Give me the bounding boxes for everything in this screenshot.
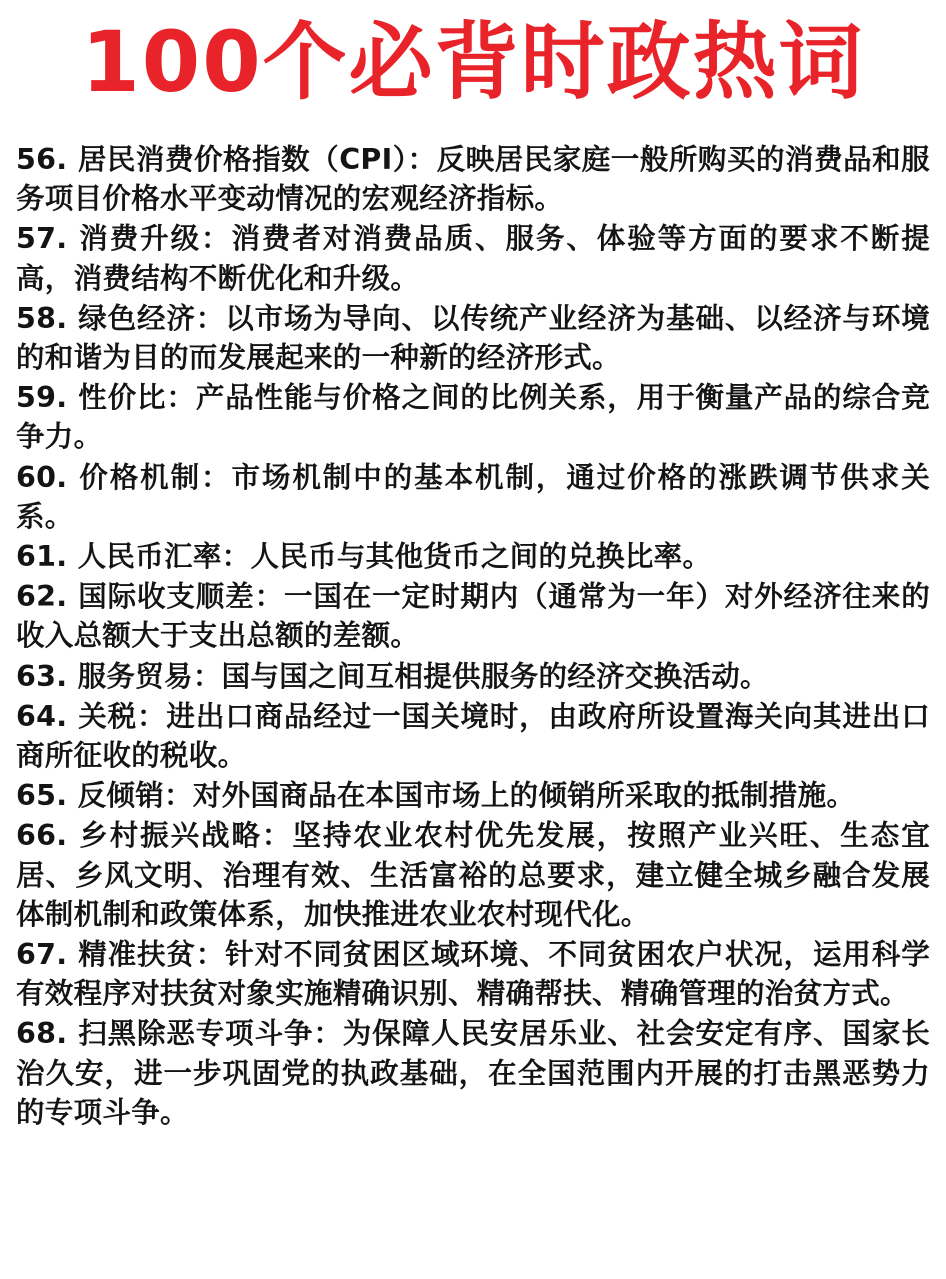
term-entry-57 <box>16 219 930 297</box>
entry-number: 62. <box>16 580 68 614</box>
term-entry-64 <box>16 697 930 775</box>
entry-number: 68. <box>16 1017 68 1051</box>
entry-term: 扫黑除恶专项斗争 <box>78 1017 314 1051</box>
entry-definition: 产品性能与价格之间的比例关系，用于衡量产品的综合竞争力。 <box>16 381 930 454</box>
page-title: 100个必背时政热词 <box>81 13 865 111</box>
entry-separator: ： <box>195 301 226 335</box>
entry-number: 64. <box>16 699 68 733</box>
term-entry-61 <box>16 537 930 576</box>
entry-number: 56. <box>16 143 68 176</box>
term-entry-56 <box>16 140 930 218</box>
term-entry-63 <box>16 657 930 696</box>
entry-term: 性价比 <box>78 381 167 415</box>
entry-term: 乡村振兴战略 <box>79 819 262 853</box>
entry-definition: 消费者对消费品质、服务、体验等方面的要求不断提高，消费结构不断优化和升级。 <box>16 222 930 295</box>
entry-number: 61. <box>16 540 68 574</box>
term-entry-60 <box>16 458 930 536</box>
entry-separator: ： <box>261 819 293 853</box>
entry-separator: ： <box>254 580 284 614</box>
entry-definition: 市场机制中的基本机制，通过价格的涨跌调节供求关系。 <box>16 460 930 533</box>
entry-number: 60. <box>16 460 68 494</box>
term-entry-68 <box>16 1014 930 1132</box>
entry-definition: 对外国商品在本国市场上的倾销所采取的抵制措施。 <box>192 779 856 813</box>
term-entry-62 <box>16 577 930 655</box>
entry-number: 57. <box>16 222 68 256</box>
entry-separator: ： <box>201 222 232 256</box>
entry-number: 67. <box>16 938 68 972</box>
entry-term: 关税 <box>78 699 138 733</box>
entry-definition: 人民币与其他货币之间的兑换比率。 <box>250 540 712 574</box>
entry-term: 居民消费价格指数（CPI） <box>77 143 408 176</box>
entry-number: 59. <box>16 381 68 415</box>
entry-definition: 国与国之间互相提供服务的经济交换活动。 <box>221 659 769 693</box>
entry-term: 精准扶贫 <box>78 938 196 972</box>
entry-definition: 反映居民家庭一般所购买的消费品和服务项目价格水平变动情况的宏观经济指标。 <box>16 143 930 216</box>
entry-separator: ： <box>137 699 167 733</box>
entry-definition: 进出口商品经过一国关境时，由政府所设置海关向其进出口商所征收的税收。 <box>16 699 930 773</box>
entry-definition: 为保障人民安居乐业、社会安定有序、国家长治久安，进一步巩固党的执政基础，在全国范围内开展的打击黑恶势力的专项斗争。 <box>16 1017 930 1129</box>
entry-term: 人民币汇率 <box>77 540 222 574</box>
entry-separator: ： <box>201 460 232 494</box>
term-entry-58 <box>16 299 930 377</box>
entry-number: 65. <box>16 779 68 813</box>
entry-separator: ： <box>221 540 251 574</box>
entry-number: 66. <box>16 819 68 853</box>
entry-definition: 一国在一定时期内（通常为一年）对外经济往来的收入总额大于支出总额的差额。 <box>16 580 930 653</box>
term-entry-66 <box>16 816 930 934</box>
entry-separator: ： <box>164 779 193 813</box>
term-entry-59 <box>16 378 930 456</box>
entry-definition: 针对不同贫困区域环境、不同贫困农户状况，运用科学有效程序对扶贫对象实施精确识别、精确帮扶、精确管理的治贫方式。 <box>16 938 931 1011</box>
entry-number: 63. <box>16 659 68 693</box>
term-entry-67 <box>16 935 930 1013</box>
entry-number: 58. <box>16 301 68 335</box>
entry-definition: 坚持农业农村优先发展，按照产业兴旺、生态宜居、乡风文明、治理有效、生活富裕的总要求，建立健全城乡融合发展体制机制和政策体系，加快推进农业农村现代化。 <box>16 819 930 931</box>
entry-term: 服务贸易 <box>77 659 193 693</box>
entry-term: 消费升级 <box>79 222 202 256</box>
entry-term: 反倾销 <box>77 779 165 813</box>
entry-definition: 以市场为导向、以传统产业经济为基础、以经济与环境的和谐为目的而发展起来的一种新的经济形式。 <box>16 301 931 375</box>
entry-separator: ： <box>192 659 222 693</box>
entry-separator: ： <box>407 143 437 176</box>
entry-term: 国际收支顺差 <box>78 580 255 614</box>
term-list <box>16 140 930 1133</box>
term-entry-65 <box>16 776 930 815</box>
entry-term: 绿色经济 <box>78 301 196 335</box>
entry-separator: ： <box>195 938 226 972</box>
entry-separator: ： <box>166 381 196 415</box>
entry-separator: ： <box>313 1017 343 1051</box>
entry-term: 价格机制 <box>79 460 202 494</box>
